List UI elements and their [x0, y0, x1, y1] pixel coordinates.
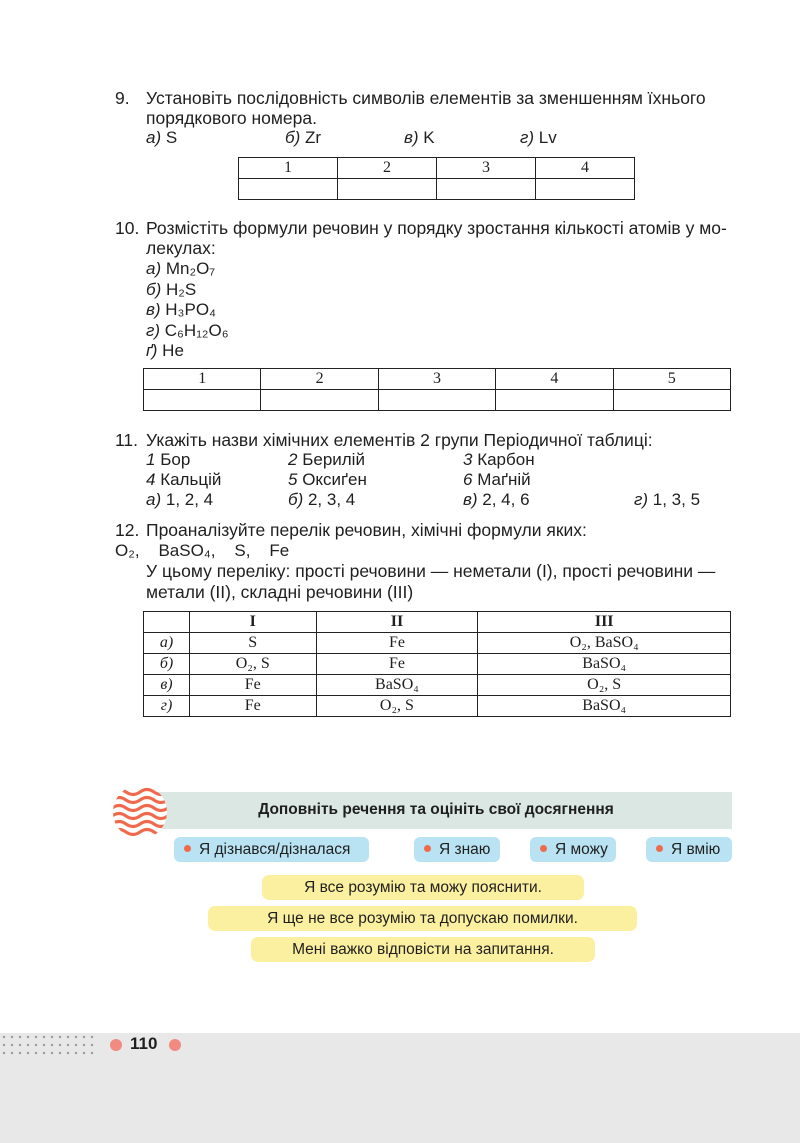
- level-some-mistakes[interactable]: Я ще не все розумію та допускаю помилки.: [208, 906, 637, 931]
- formula: Fe: [269, 541, 290, 560]
- option: б) H₂S: [146, 279, 197, 299]
- table-row: [144, 675, 731, 696]
- option: г) Lv: [520, 128, 557, 147]
- answer-cell[interactable]: [437, 179, 536, 200]
- answer-cell[interactable]: [144, 390, 261, 411]
- answer-option: г) 1, 3, 5: [634, 490, 701, 509]
- option: а) S: [146, 128, 178, 147]
- table-header: [144, 612, 190, 633]
- question-text: лекулах:: [146, 238, 216, 258]
- answer-cell[interactable]: [378, 390, 495, 411]
- table-cell: Fe: [190, 696, 317, 717]
- element-item: 4 Кальцій: [146, 470, 222, 489]
- table-cell: S: [190, 633, 317, 654]
- element-item: 6 Маґній: [463, 470, 531, 489]
- table-header: 1: [144, 369, 261, 390]
- element-item: 5 Оксиґен: [288, 470, 367, 489]
- level-understand-all[interactable]: Я все розумію та можу пояснити.: [262, 875, 584, 900]
- formula: O₂,: [115, 541, 140, 560]
- table-header: I: [190, 612, 317, 633]
- option: в) H₃PO₄: [146, 300, 216, 319]
- bullet-icon: [424, 845, 431, 852]
- table-header: 2: [261, 369, 378, 390]
- question-text: У цьому переліку: прості речовини — неметали (I), прості речовини —: [146, 561, 716, 581]
- table-cell: O₂, S: [190, 654, 317, 675]
- table-cell: BaSO₄: [316, 675, 478, 696]
- bullet-icon: [184, 845, 191, 852]
- pill-can[interactable]: Я можу: [530, 837, 616, 862]
- option: г) C₆H₁₂O₆: [146, 320, 229, 340]
- table-cell: O₂, S: [316, 696, 478, 717]
- table-header: 3: [437, 158, 536, 179]
- table-cell: BaSO₄: [478, 654, 731, 675]
- row-label: а): [144, 633, 190, 654]
- reflection-banner: [140, 792, 732, 829]
- row-label: г): [144, 696, 190, 717]
- table-header: 2: [338, 158, 437, 179]
- question-number: 10.: [115, 218, 140, 238]
- table-header: 4: [536, 158, 635, 179]
- table-row: [144, 654, 731, 675]
- row-label: б): [144, 654, 190, 675]
- table-header: 5: [613, 369, 730, 390]
- bullet-icon: [656, 845, 663, 852]
- table-header: 3: [378, 369, 495, 390]
- answer-cell[interactable]: [496, 390, 613, 411]
- question-text: Установіть послідовність символів елементів за зменшенням їхнього: [146, 88, 706, 108]
- pill-learned[interactable]: Я дізнався/дізналася: [174, 837, 369, 862]
- page-number: 110: [130, 1034, 158, 1053]
- formula: BaSO₄,: [158, 541, 216, 560]
- element-item: 2 Берилій: [288, 450, 365, 469]
- q12-description: [146, 561, 715, 603]
- table-header: 1: [239, 158, 338, 179]
- pill-know[interactable]: Я знаю: [414, 837, 500, 862]
- question-text: Розмістіть формули речовин у порядку зростання кількості атомів у мо-: [146, 218, 727, 238]
- table-cell: Fe: [316, 633, 478, 654]
- option: а) Mn₂O₇: [146, 259, 216, 278]
- table-cell: O₂, S: [478, 675, 731, 696]
- question-text: Укажіть назви хімічних елементів 2 групи Періодичної таблиці:: [146, 430, 653, 450]
- answer-option: в) 2, 4, 6: [463, 490, 530, 509]
- bullet-icon: [540, 845, 547, 852]
- question-text: порядкового номера.: [146, 108, 317, 128]
- table-row: [144, 633, 731, 654]
- level-hard-to-answer[interactable]: Мені важко відповісти на запитання.: [251, 937, 595, 962]
- element-item: 1 Бор: [146, 450, 191, 469]
- q12-answer-table: [143, 611, 731, 717]
- reflection-title: Доповніть речення та оцініть свої досягнення: [258, 801, 614, 818]
- table-cell: Fe: [316, 654, 478, 675]
- answer-cell[interactable]: [613, 390, 730, 411]
- table-cell: O₂, BaSO₄: [478, 633, 731, 654]
- page-dot-right-icon: [168, 1038, 182, 1052]
- formula: S,: [234, 541, 251, 560]
- option: б) Zr: [285, 128, 322, 147]
- table-cell: Fe: [190, 675, 317, 696]
- answer-option: а) 1, 2, 4: [146, 490, 214, 509]
- answer-option: б) 2, 3, 4: [288, 490, 356, 509]
- table-header: III: [478, 612, 731, 633]
- wave-icon: [112, 784, 168, 840]
- answer-cell[interactable]: [261, 390, 378, 411]
- q9-answer-table: [238, 157, 635, 200]
- question-number: 12.: [115, 520, 140, 540]
- element-item: 3 Карбон: [463, 450, 535, 469]
- q10-options: [146, 259, 229, 362]
- answer-cell[interactable]: [338, 179, 437, 200]
- table-header: 4: [496, 369, 613, 390]
- option: ґ) He: [146, 341, 184, 360]
- question-text: метали (II), складні речовини (III): [146, 582, 414, 602]
- row-label: в): [144, 675, 190, 696]
- question-text: Проаналізуйте перелік речовин, хімічні формули яких:: [146, 520, 587, 540]
- q10-answer-table: [143, 368, 731, 411]
- q12-formulas: [115, 541, 289, 561]
- page-dot-left-icon: [109, 1038, 123, 1052]
- table-header: II: [316, 612, 478, 633]
- question-number: 11.: [115, 430, 139, 450]
- option: в) K: [404, 128, 435, 147]
- answer-cell[interactable]: [239, 179, 338, 200]
- table-row: [144, 696, 731, 717]
- pill-able[interactable]: Я вмію: [646, 837, 732, 862]
- question-number: 9.: [115, 88, 130, 108]
- dot-pattern: [0, 1034, 100, 1056]
- answer-cell[interactable]: [536, 179, 635, 200]
- table-cell: BaSO₄: [478, 696, 731, 717]
